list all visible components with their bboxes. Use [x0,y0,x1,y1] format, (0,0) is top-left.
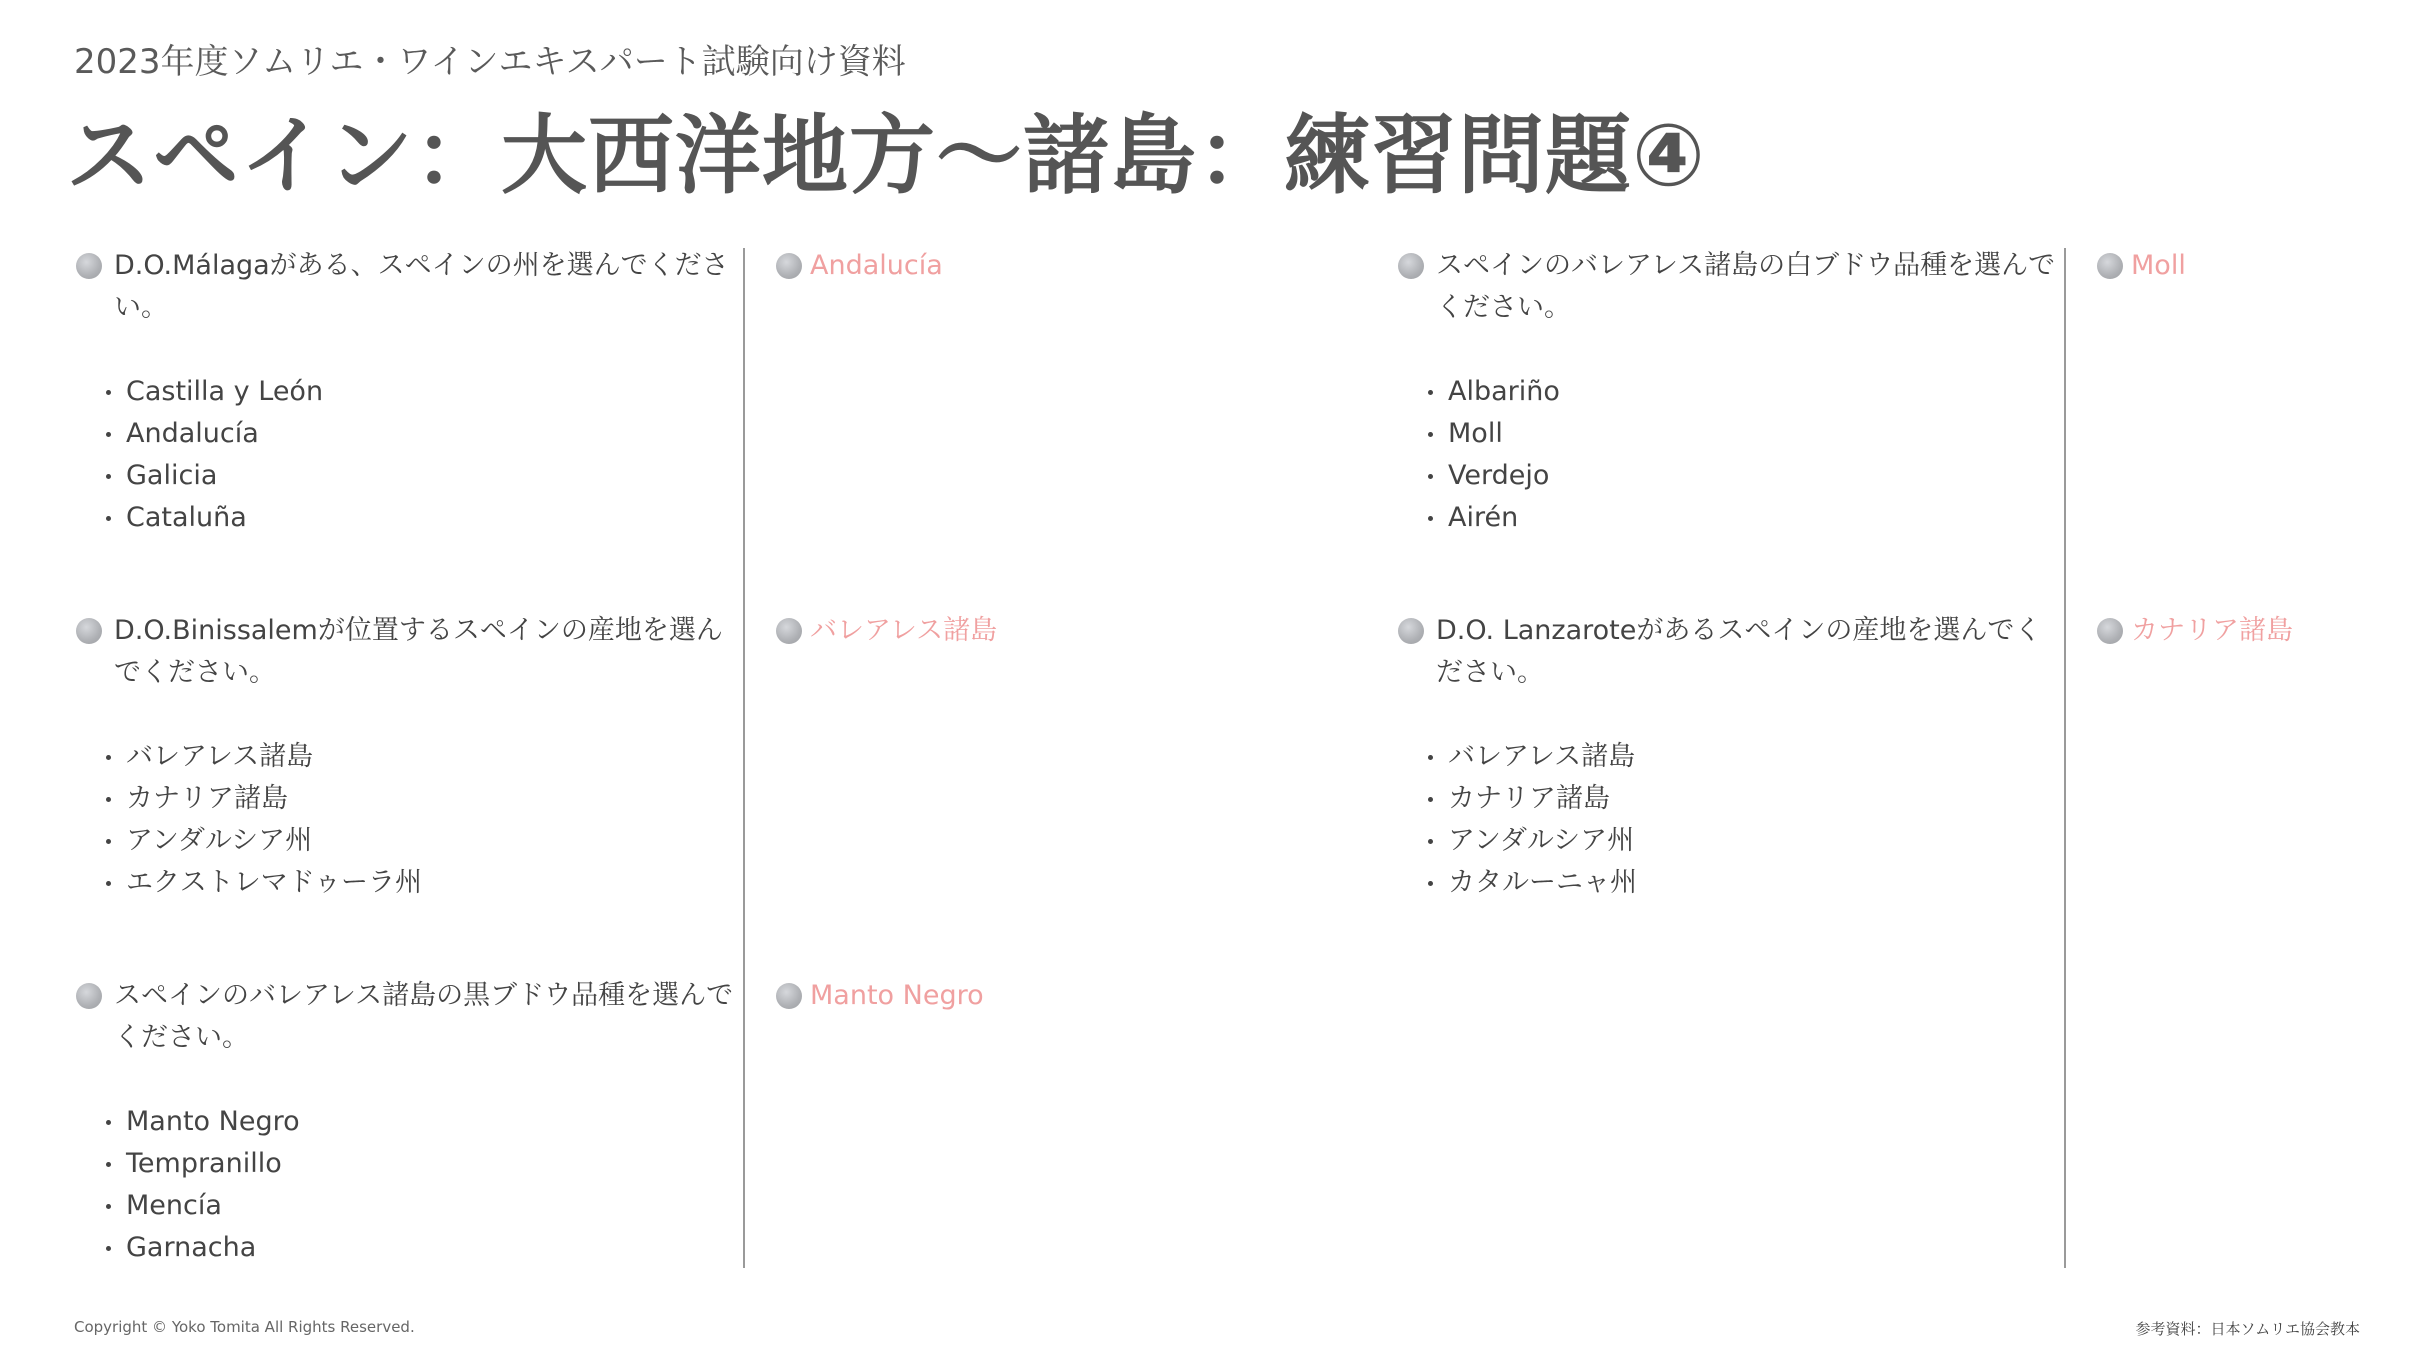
question-3-text: スペインのバレアレス諸島の黒ブドウ品種を選んでください。 [114,980,734,1053]
option: Andalucía [104,413,736,455]
bullet-circle-icon [776,983,802,1009]
option: Garnacha [104,1227,736,1269]
bullet-circle-icon [76,983,102,1009]
bullet-circle-icon [76,618,102,644]
bullet-circle-icon [1398,253,1424,279]
question-3 [76,975,736,1269]
option: Moll [1426,413,2058,455]
bullet-circle-icon [1398,618,1424,644]
option: カタルーニャ州 [1426,862,2058,904]
answer-2 [776,610,997,652]
option: Airén [1426,497,2058,539]
bullet-circle-icon [76,253,102,279]
question-1-text: D.O.Málagaがある、スペインの州を選んでください。 [114,250,729,323]
bullet-circle-icon [2097,253,2123,279]
answer-2-text: バレアレス諸島 [810,615,998,646]
question-3-head [76,975,736,1059]
option: バレアレス諸島 [1426,736,2058,778]
reference-note: 参考資料：日本ソムリエ協会教本 [2135,1320,2360,1338]
question-4 [1398,245,2058,539]
option: バレアレス諸島 [104,736,736,778]
question-4-text: スペインのバレアレス諸島の白ブドウ品種を選んでください。 [1436,250,2056,323]
answer-3 [776,975,984,1017]
option: Manto Negro [104,1101,736,1143]
option: カナリア諸島 [104,778,736,820]
question-5-head [1398,610,2058,694]
question-4-options [1398,371,2058,539]
question-5 [1398,610,2058,904]
answer-4-text: Moll [2131,250,2186,281]
answer-4 [2097,245,2186,287]
option: Albariño [1426,371,2058,413]
option: カナリア諸島 [1426,778,2058,820]
option: Cataluña [104,497,736,539]
option: Mencía [104,1185,736,1227]
question-1-options [76,371,736,539]
question-2-options [76,736,736,904]
question-3-options [76,1101,736,1269]
option: Galicia [104,455,736,497]
subtitle: 2023年度ソムリエ・ワインエキスパート試験向け資料 [74,42,906,82]
question-1 [76,245,736,539]
question-5-text: D.O. Lanzaroteがあるスペインの産地を選んでください。 [1436,615,2042,688]
page-title: スペイン：大西洋地方〜諸島：練習問題④ [66,106,1706,206]
answer-3-text: Manto Negro [810,980,984,1011]
question-2-text: D.O.Binissalemが位置するスペインの産地を選んでください。 [114,615,723,688]
column-divider-left [743,248,745,1268]
answer-5 [2097,610,2293,652]
question-5-options [1398,736,2058,904]
answer-1 [776,245,943,287]
option: Castilla y León [104,371,736,413]
copyright: Copyright © Yoko Tomita All Rights Reserved. [74,1318,415,1336]
question-1-head [76,245,736,329]
option: アンダルシア州 [104,820,736,862]
question-4-head [1398,245,2058,329]
bullet-circle-icon [2097,618,2123,644]
option: Verdejo [1426,455,2058,497]
column-divider-right [2064,248,2066,1268]
answer-5-text: カナリア諸島 [2131,615,2293,646]
question-2-head [76,610,736,694]
option: エクストレマドゥーラ州 [104,862,736,904]
option: Tempranillo [104,1143,736,1185]
answer-1-text: Andalucía [810,250,943,281]
question-2 [76,610,736,904]
bullet-circle-icon [776,618,802,644]
option: アンダルシア州 [1426,820,2058,862]
bullet-circle-icon [776,253,802,279]
